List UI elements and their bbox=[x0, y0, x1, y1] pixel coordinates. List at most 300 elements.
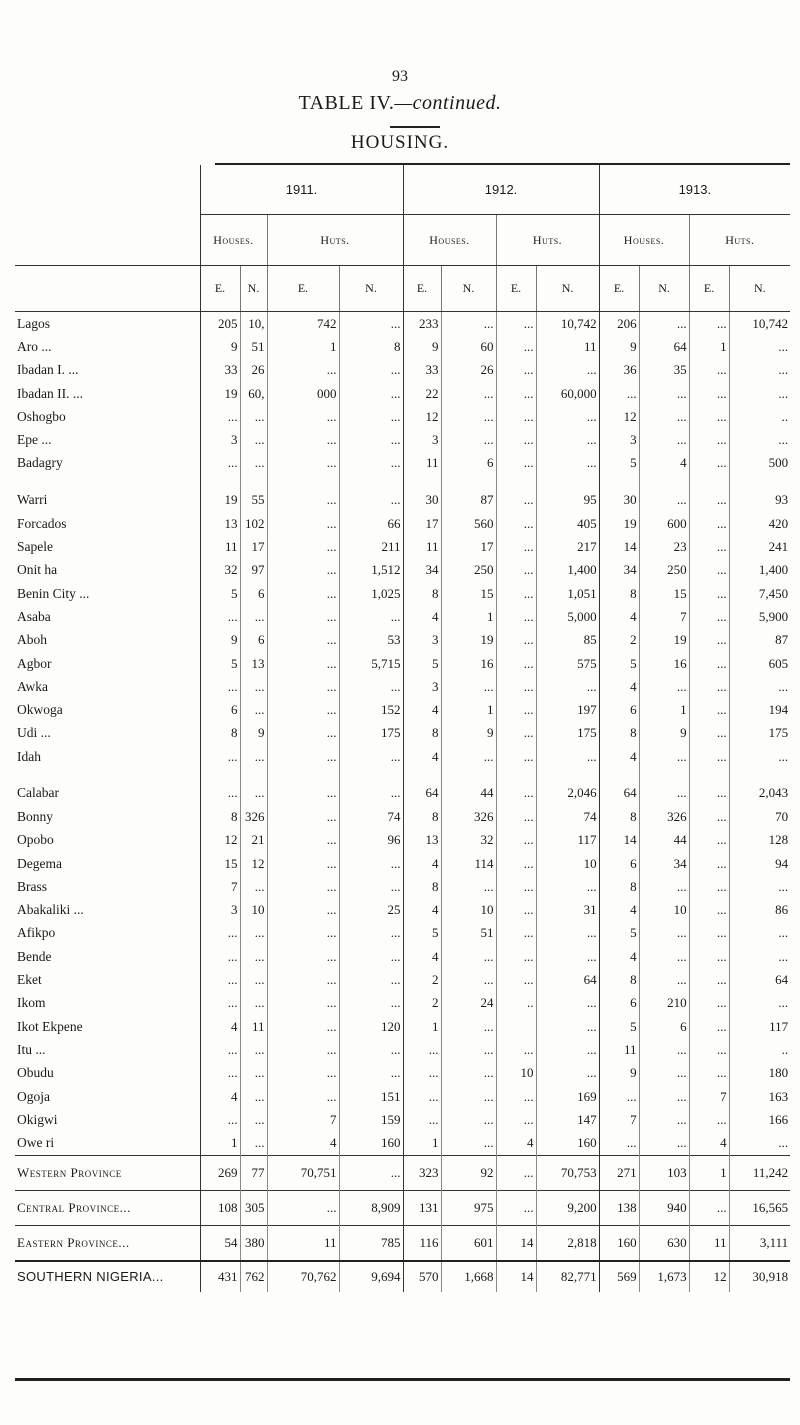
value-cell: ... bbox=[267, 829, 339, 852]
value-cell: ... bbox=[689, 605, 729, 628]
value-cell: ... bbox=[496, 582, 536, 605]
table-row bbox=[15, 1085, 790, 1108]
value-cell: 6 bbox=[441, 452, 496, 475]
value-cell: ... bbox=[536, 428, 599, 451]
province-total-row bbox=[15, 1190, 790, 1225]
value-cell: 6 bbox=[599, 992, 639, 1015]
value-cell: ... bbox=[496, 1190, 536, 1225]
value-cell: 1,051 bbox=[536, 582, 599, 605]
value-cell: 233 bbox=[403, 312, 441, 336]
value-cell: 2,043 bbox=[729, 768, 790, 805]
value-cell: 64 bbox=[403, 768, 441, 805]
value-cell: .. bbox=[496, 992, 536, 1015]
value-cell: 34 bbox=[599, 559, 639, 582]
value-cell: 742 bbox=[267, 312, 339, 336]
value-cell: 60, bbox=[240, 382, 267, 405]
value-cell: 206 bbox=[599, 312, 639, 336]
value-cell: 8 bbox=[599, 722, 639, 745]
value-cell: 32 bbox=[441, 829, 496, 852]
value-cell: ... bbox=[339, 605, 403, 628]
value-cell: ... bbox=[240, 675, 267, 698]
value-cell: 35 bbox=[639, 359, 689, 382]
value-cell: ... bbox=[200, 675, 240, 698]
table-row bbox=[15, 1108, 790, 1131]
table-row bbox=[15, 559, 790, 582]
value-cell: ... bbox=[639, 968, 689, 991]
value-cell: 32 bbox=[200, 559, 240, 582]
value-cell: ... bbox=[267, 722, 339, 745]
value-cell: ... bbox=[240, 428, 267, 451]
place-name: Afikpo bbox=[17, 925, 56, 941]
value-cell: ... bbox=[441, 1038, 496, 1061]
value-cell: ... bbox=[200, 768, 240, 805]
value-cell: 128 bbox=[729, 829, 790, 852]
place-name: Brass bbox=[17, 878, 47, 894]
table-row bbox=[15, 805, 790, 828]
table-row bbox=[15, 312, 790, 336]
value-cell: 87 bbox=[729, 629, 790, 652]
table-row bbox=[15, 768, 790, 805]
value-cell: ... bbox=[267, 745, 339, 768]
value-cell: 96 bbox=[339, 829, 403, 852]
value-cell: ... bbox=[200, 405, 240, 428]
place-name: Benin City ... bbox=[17, 585, 90, 601]
value-cell: ... bbox=[267, 1038, 339, 1061]
value-cell: 97 bbox=[240, 559, 267, 582]
value-cell: ... bbox=[240, 698, 267, 721]
value-cell: ... bbox=[729, 428, 790, 451]
value-cell: 5,900 bbox=[729, 605, 790, 628]
value-cell: ... bbox=[240, 992, 267, 1015]
value-cell: ... bbox=[339, 1155, 403, 1190]
table-row bbox=[15, 945, 790, 968]
value-cell: ... bbox=[267, 1015, 339, 1038]
value-cell: 13 bbox=[240, 652, 267, 675]
sub-header: N. bbox=[536, 266, 599, 312]
sub-header: E. bbox=[599, 266, 639, 312]
value-cell: 1 bbox=[403, 1015, 441, 1038]
value-cell: 14 bbox=[599, 535, 639, 558]
value-cell: 10 bbox=[441, 899, 496, 922]
value-cell: ... bbox=[441, 312, 496, 336]
value-cell: ... bbox=[689, 382, 729, 405]
value-cell: ... bbox=[689, 722, 729, 745]
table-row bbox=[15, 1015, 790, 1038]
value-cell: 211 bbox=[339, 535, 403, 558]
place-name: SOUTHERN NIGERIA... bbox=[15, 1261, 200, 1292]
value-cell: ... bbox=[339, 945, 403, 968]
value-cell: 2 bbox=[599, 629, 639, 652]
value-cell: ... bbox=[689, 675, 729, 698]
value-cell: ... bbox=[496, 875, 536, 898]
value-cell: ... bbox=[729, 382, 790, 405]
province-total-row bbox=[15, 1155, 790, 1190]
value-cell: 785 bbox=[339, 1225, 403, 1261]
table-row bbox=[15, 745, 790, 768]
value-cell: 169 bbox=[536, 1085, 599, 1108]
value-cell: ... bbox=[639, 1085, 689, 1108]
value-cell: ... bbox=[536, 675, 599, 698]
value-cell: 3 bbox=[200, 899, 240, 922]
value-cell: 197 bbox=[536, 698, 599, 721]
value-cell: 217 bbox=[536, 535, 599, 558]
value-cell: 8 bbox=[599, 582, 639, 605]
value-cell: 12 bbox=[403, 405, 441, 428]
place-name: Degema bbox=[17, 855, 62, 871]
value-cell: ... bbox=[441, 382, 496, 405]
value-cell: ... bbox=[639, 405, 689, 428]
value-cell: ... bbox=[267, 805, 339, 828]
place-name: Sapele bbox=[17, 539, 53, 555]
value-cell: 1 bbox=[441, 605, 496, 628]
value-cell: 166 bbox=[729, 1108, 790, 1131]
group-header: Houses. bbox=[200, 215, 267, 266]
value-cell: 9 bbox=[639, 722, 689, 745]
value-cell: 12 bbox=[240, 852, 267, 875]
value-cell: ... bbox=[240, 452, 267, 475]
value-cell: ... bbox=[536, 1038, 599, 1061]
value-cell: 4 bbox=[639, 452, 689, 475]
value-cell: ... bbox=[200, 1062, 240, 1085]
value-cell: ... bbox=[240, 1038, 267, 1061]
value-cell: ... bbox=[729, 922, 790, 945]
value-cell: 15 bbox=[441, 582, 496, 605]
value-cell: ... bbox=[496, 768, 536, 805]
value-cell: ... bbox=[496, 899, 536, 922]
value-cell: ... bbox=[441, 428, 496, 451]
place-name: Idah bbox=[17, 748, 41, 764]
value-cell: 108 bbox=[200, 1190, 240, 1225]
value-cell: 11 bbox=[200, 535, 240, 558]
value-cell: 30 bbox=[599, 475, 639, 512]
value-cell: ... bbox=[496, 945, 536, 968]
value-cell: ... bbox=[639, 475, 689, 512]
value-cell: ... bbox=[689, 1190, 729, 1225]
value-cell: ... bbox=[496, 535, 536, 558]
value-cell: ... bbox=[403, 1062, 441, 1085]
value-cell: ... bbox=[599, 1085, 639, 1108]
value-cell: 4 bbox=[689, 1132, 729, 1156]
table-row bbox=[15, 675, 790, 698]
place-name: Udi ... bbox=[17, 725, 51, 741]
value-cell: ... bbox=[639, 945, 689, 968]
value-cell: 8 bbox=[599, 805, 639, 828]
table-row bbox=[15, 428, 790, 451]
title-rule bbox=[390, 126, 440, 128]
grand-total-row bbox=[15, 1261, 790, 1292]
value-cell: 94 bbox=[729, 852, 790, 875]
table-row bbox=[15, 698, 790, 721]
value-cell: ... bbox=[689, 829, 729, 852]
value-cell: ... bbox=[267, 605, 339, 628]
place-name: Abakaliki ... bbox=[17, 902, 84, 918]
housing-table bbox=[15, 165, 790, 1292]
year-header-1913: 1913. bbox=[599, 165, 790, 215]
value-cell: 11 bbox=[403, 535, 441, 558]
value-cell: 60 bbox=[441, 335, 496, 358]
value-cell: 575 bbox=[536, 652, 599, 675]
value-cell: ... bbox=[689, 512, 729, 535]
value-cell: 5,000 bbox=[536, 605, 599, 628]
table-row bbox=[15, 722, 790, 745]
value-cell: ... bbox=[267, 559, 339, 582]
value-cell: ... bbox=[689, 945, 729, 968]
value-cell: 12 bbox=[689, 1261, 729, 1292]
value-cell: ... bbox=[339, 922, 403, 945]
value-cell: ... bbox=[496, 652, 536, 675]
value-cell: 560 bbox=[441, 512, 496, 535]
place-name: Eastern Province... bbox=[15, 1225, 200, 1261]
value-cell: ... bbox=[267, 629, 339, 652]
value-cell: ... bbox=[496, 922, 536, 945]
value-cell: 4 bbox=[599, 745, 639, 768]
value-cell: 380 bbox=[240, 1225, 267, 1261]
value-cell: 19 bbox=[599, 512, 639, 535]
value-cell: 6 bbox=[599, 852, 639, 875]
value-cell: 3,111 bbox=[729, 1225, 790, 1261]
value-cell: ... bbox=[496, 335, 536, 358]
value-cell: ... bbox=[639, 1108, 689, 1131]
value-cell: 44 bbox=[639, 829, 689, 852]
value-cell: ... bbox=[536, 945, 599, 968]
table-row bbox=[15, 405, 790, 428]
value-cell: ... bbox=[639, 382, 689, 405]
value-cell: 117 bbox=[729, 1015, 790, 1038]
value-cell: ... bbox=[339, 312, 403, 336]
value-cell: 5 bbox=[403, 922, 441, 945]
value-cell: ... bbox=[639, 768, 689, 805]
value-cell: ... bbox=[240, 1062, 267, 1085]
value-cell: 323 bbox=[403, 1155, 441, 1190]
value-cell: ... bbox=[689, 968, 729, 991]
value-cell: 12 bbox=[200, 829, 240, 852]
place-name: Ogoja bbox=[17, 1088, 50, 1104]
value-cell: ... bbox=[240, 875, 267, 898]
value-cell: ... bbox=[729, 675, 790, 698]
value-cell: ... bbox=[240, 605, 267, 628]
value-cell: 11 bbox=[403, 452, 441, 475]
value-cell: 17 bbox=[240, 535, 267, 558]
value-cell: 1,673 bbox=[639, 1261, 689, 1292]
value-cell: ... bbox=[339, 992, 403, 1015]
value-cell: 5 bbox=[599, 452, 639, 475]
value-cell: 9 bbox=[200, 335, 240, 358]
value-cell: ... bbox=[536, 1015, 599, 1038]
value-cell: ... bbox=[339, 875, 403, 898]
value-cell: 4 bbox=[599, 605, 639, 628]
value-cell: ... bbox=[441, 745, 496, 768]
value-cell: 30 bbox=[403, 475, 441, 512]
value-cell: ... bbox=[267, 1062, 339, 1085]
table-bottom-rule bbox=[15, 1378, 790, 1381]
table-row bbox=[15, 852, 790, 875]
value-cell: ... bbox=[200, 1108, 240, 1131]
value-cell: ... bbox=[267, 968, 339, 991]
value-cell: ... bbox=[200, 1038, 240, 1061]
value-cell: ... bbox=[441, 1015, 496, 1038]
value-cell: 000 bbox=[267, 382, 339, 405]
value-cell: 138 bbox=[599, 1190, 639, 1225]
value-cell: 114 bbox=[441, 852, 496, 875]
table-row bbox=[15, 1132, 790, 1156]
value-cell: 10,742 bbox=[729, 312, 790, 336]
year-header-row bbox=[15, 165, 790, 215]
value-cell: 1,512 bbox=[339, 559, 403, 582]
table-row bbox=[15, 629, 790, 652]
value-cell: 9,694 bbox=[339, 1261, 403, 1292]
place-name: Bende bbox=[17, 948, 52, 964]
value-cell: ... bbox=[496, 968, 536, 991]
value-cell: ... bbox=[496, 722, 536, 745]
value-cell: 2 bbox=[403, 992, 441, 1015]
value-cell: 13 bbox=[200, 512, 240, 535]
value-cell: 33 bbox=[403, 359, 441, 382]
value-cell: ... bbox=[496, 475, 536, 512]
value-cell: ... bbox=[536, 992, 599, 1015]
value-cell: 9 bbox=[403, 335, 441, 358]
place-name: Badagry bbox=[17, 455, 63, 471]
value-cell: 64 bbox=[729, 968, 790, 991]
value-cell: ... bbox=[496, 829, 536, 852]
value-cell: 11 bbox=[267, 1225, 339, 1261]
value-cell: 93 bbox=[729, 475, 790, 512]
place-name: Okwoga bbox=[17, 702, 63, 718]
value-cell: 4 bbox=[200, 1085, 240, 1108]
value-cell: ... bbox=[267, 899, 339, 922]
value-cell: ... bbox=[496, 1085, 536, 1108]
value-cell: 19 bbox=[200, 382, 240, 405]
table-row bbox=[15, 382, 790, 405]
value-cell: ... bbox=[536, 922, 599, 945]
value-cell: ... bbox=[267, 1085, 339, 1108]
place-name: Onit ha bbox=[17, 562, 58, 578]
value-cell: ... bbox=[339, 405, 403, 428]
value-cell: 11,242 bbox=[729, 1155, 790, 1190]
value-cell: ... bbox=[441, 968, 496, 991]
value-cell: ... bbox=[339, 675, 403, 698]
value-cell: ... bbox=[496, 382, 536, 405]
value-cell: 103 bbox=[639, 1155, 689, 1190]
value-cell: ... bbox=[689, 899, 729, 922]
value-cell: 33 bbox=[200, 359, 240, 382]
value-cell: ... bbox=[240, 405, 267, 428]
value-cell: ... bbox=[689, 629, 729, 652]
value-cell: 3 bbox=[403, 629, 441, 652]
value-cell: 74 bbox=[536, 805, 599, 828]
value-cell: 7 bbox=[639, 605, 689, 628]
place-name: Calabar bbox=[17, 785, 59, 801]
value-cell: 11 bbox=[689, 1225, 729, 1261]
value-cell: ... bbox=[689, 475, 729, 512]
value-cell: ... bbox=[599, 382, 639, 405]
value-cell: ... bbox=[689, 1015, 729, 1038]
value-cell: ... bbox=[729, 745, 790, 768]
table-row bbox=[15, 335, 790, 358]
value-cell: ... bbox=[200, 745, 240, 768]
table-row bbox=[15, 922, 790, 945]
value-cell: ... bbox=[496, 405, 536, 428]
place-name: Itu ... bbox=[17, 1041, 46, 1057]
value-cell: 66 bbox=[339, 512, 403, 535]
value-cell: 2 bbox=[403, 968, 441, 991]
value-cell: ... bbox=[339, 968, 403, 991]
value-cell: 9 bbox=[240, 722, 267, 745]
year-header-1912: 1912. bbox=[403, 165, 599, 215]
place-name: Eket bbox=[17, 972, 42, 988]
value-cell: ... bbox=[267, 582, 339, 605]
value-cell: 326 bbox=[240, 805, 267, 828]
value-cell: 5 bbox=[200, 652, 240, 675]
value-cell: 8 bbox=[339, 335, 403, 358]
value-cell: 4 bbox=[403, 698, 441, 721]
value-cell: ... bbox=[240, 1108, 267, 1131]
value-cell: 180 bbox=[729, 1062, 790, 1085]
value-cell: ... bbox=[200, 605, 240, 628]
value-cell: ... bbox=[639, 312, 689, 336]
place-name: Ikot Ekpene bbox=[17, 1018, 83, 1034]
value-cell: 85 bbox=[536, 629, 599, 652]
value-cell: 2,046 bbox=[536, 768, 599, 805]
value-cell: .. bbox=[729, 1038, 790, 1061]
table-title-main: TABLE IV. bbox=[298, 92, 395, 114]
place-name: Ibadan II. ... bbox=[17, 385, 83, 401]
value-cell: 10, bbox=[240, 312, 267, 336]
value-cell: 16 bbox=[441, 652, 496, 675]
value-cell: ... bbox=[496, 1155, 536, 1190]
value-cell: 326 bbox=[441, 805, 496, 828]
value-cell: ... bbox=[200, 968, 240, 991]
group-header-row bbox=[15, 215, 790, 266]
value-cell: ... bbox=[639, 1038, 689, 1061]
value-cell: ... bbox=[441, 675, 496, 698]
value-cell: 51 bbox=[240, 335, 267, 358]
value-cell: 13 bbox=[403, 829, 441, 852]
value-cell: 305 bbox=[240, 1190, 267, 1225]
value-cell: 116 bbox=[403, 1225, 441, 1261]
value-cell: 500 bbox=[729, 452, 790, 475]
value-cell: 4 bbox=[599, 945, 639, 968]
sub-header: N. bbox=[729, 266, 790, 312]
value-cell: 7 bbox=[200, 875, 240, 898]
value-cell: ... bbox=[689, 1038, 729, 1061]
value-cell: ... bbox=[689, 992, 729, 1015]
table-row bbox=[15, 359, 790, 382]
value-cell: ... bbox=[267, 512, 339, 535]
value-cell: 8 bbox=[200, 805, 240, 828]
value-cell: 3 bbox=[403, 675, 441, 698]
value-cell: ... bbox=[240, 968, 267, 991]
value-cell: 70,751 bbox=[267, 1155, 339, 1190]
value-cell: 60,000 bbox=[536, 382, 599, 405]
value-cell: 95 bbox=[536, 475, 599, 512]
sub-header: E. bbox=[403, 266, 441, 312]
value-cell: 11 bbox=[599, 1038, 639, 1061]
value-cell: 8 bbox=[403, 582, 441, 605]
value-cell: ... bbox=[689, 312, 729, 336]
value-cell: ... bbox=[496, 559, 536, 582]
table-title bbox=[0, 92, 800, 115]
value-cell: 5 bbox=[599, 652, 639, 675]
value-cell: 1,668 bbox=[441, 1261, 496, 1292]
value-cell: 7 bbox=[689, 1085, 729, 1108]
table-row bbox=[15, 535, 790, 558]
value-cell: 19 bbox=[441, 629, 496, 652]
value-cell: 34 bbox=[403, 559, 441, 582]
value-cell: 5 bbox=[403, 652, 441, 675]
value-cell: ... bbox=[403, 1085, 441, 1108]
value-cell: 9 bbox=[441, 722, 496, 745]
value-cell: 1 bbox=[689, 1155, 729, 1190]
